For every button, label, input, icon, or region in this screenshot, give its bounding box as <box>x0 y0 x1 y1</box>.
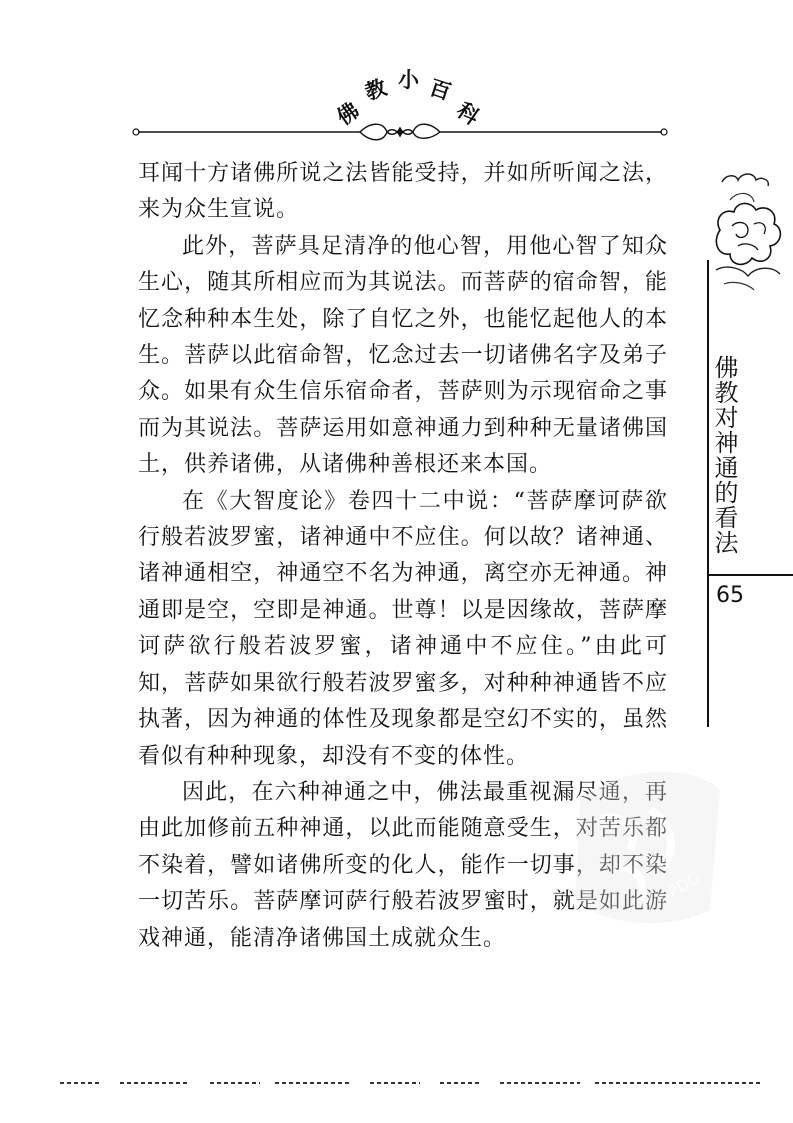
running-header <box>130 60 670 140</box>
header-char: 佛 <box>332 97 364 130</box>
scan-edge-noise <box>60 1078 760 1088</box>
margin-rule-horizontal <box>707 574 793 576</box>
paragraph: 此外，菩萨具足清净的他心智，用他心智了知众生心，随其所相应而为其说法。而菩萨的宿命智，能忆念种种本生处，除了自忆之外，也能忆起他人的本生。菩萨以此宿命智，忆念过去一切诸佛名字及弟子众。如果有众生信乐宿命者，菩萨则为示现宿命之事而为其说法。菩萨运用如意神通力到种种无量诸佛国土，供养诸佛，从诸佛种善根还来本国。 <box>138 233 668 478</box>
header-char: 教 <box>362 75 390 105</box>
paragraph: 耳闻十方诸佛所说之法皆能受持，并如所听闻之法，来为众生宣说。 <box>138 161 668 223</box>
page-number: 65 <box>716 583 744 608</box>
header-char: 科 <box>452 97 484 130</box>
header-char: 小 <box>398 68 419 92</box>
header-rule-ornament <box>130 120 670 144</box>
paragraph: 在《大智度论》卷四十二中说：“菩萨摩诃萨欲行般若波罗蜜，诸神通中不应住。何以故？诸神通、诸神通相空，神通空不名为神通，离空亦无神通。神通即是空，空即是神通。世尊！以是因缘故，菩萨摩诃萨欲行般若波罗蜜，诸神通中不应住。”由此可知，菩萨如果欲行般若波罗蜜多，对种种神通皆不应执著，因为神通的体性及现象都是空幻不实的，虽然看似有种种现象，却没有不变的体性。 <box>138 488 668 769</box>
watermark-label: PDG <box>664 867 704 902</box>
paragraph: 因此，在六种神通之中，佛法最重视漏尽通，再由此加修前五种神通，以此而能随意受生，对苦乐都不染着，譬如诸佛所变的化人，能作一切事，却不染一切苦乐。菩萨摩诃萨行般若波罗蜜时，就是如此游戏神通，能清净诸佛国土成就众生。 <box>138 779 668 951</box>
section-title: 佛教对神通的看法 <box>710 355 738 555</box>
cloud-ornament-icon <box>708 160 788 310</box>
header-char: 百 <box>426 75 454 105</box>
library-watermark <box>560 760 730 930</box>
